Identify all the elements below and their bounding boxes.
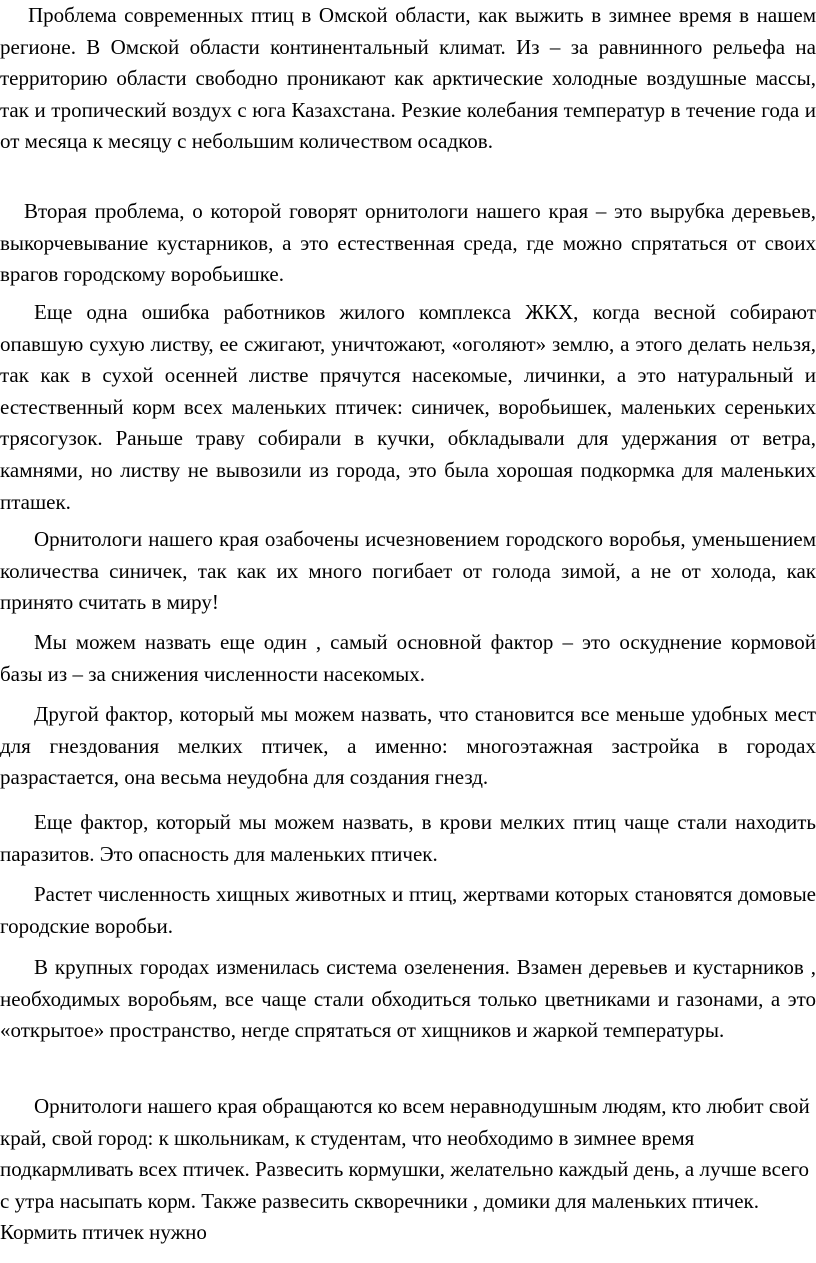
paragraph-climate-problem: Проблема современных птиц в Омской области, как выжить в зимнее время в нашем регионе. В Омской области континентальный климат. Из – за равнинного рельефа на территорию области свободно проникают как арктические холодные воздушные массы, так и тропический воздух с юга Казахстана. Резкие колебания температур в течение года и от месяца к месяцу с небольшим количеством осадков. <box>0 3 816 154</box>
paragraph-nesting-places: Другой фактор, который мы можем назвать, что становится все меньше удобных мест для гнездования мелких птичек, а именно: многоэтажная застройка в городах разрастается, она весьма неудобна для создания гнезд. <box>0 702 816 790</box>
paragraph-landscaping: В крупных городах изменилась система озеленения. Взамен деревьев и кустарников , необходимых воробьям, все чаще стали обходиться только цветниками и газонами, а это «открытое» пространство, негде спрятаться от хищников и жаркой температуры. <box>0 955 816 1043</box>
paragraph-appeal: Орнитологи нашего края обращаются ко всем неравнодушным людям, кто любит свой край, свой город: к школьникам, к студентам, что необходимо в зимнее время подкармливать всех птичек. Развесить кормушки, желательно каждый день, а лучше всего с утра насыпать корм. Также развесить скворечники , домики для маленьких птичек. Кормить птичек нужно <box>0 1094 810 1245</box>
paragraph-leaf-burning: Еще одна ошибка работников жилого комплекса ЖКХ, когда весной собирают опавшую сухую листву, ее сжигают, уничтожают, «оголяют» землю, а этого делать нельзя, так как в сухой осенней листве прячутся насекомые, личинки, а это натуральный и естественный корм всех маленьких птичек: синичек, воробьишек, маленьких серeньких трясогузок. Раньше траву собирали в кучки, обкладывали для удержания от ветра, камнями, но листву не вывозили из города, это была хорошая подкормка для маленьких пташек. <box>0 300 816 514</box>
paragraph-food-base: Мы можем назвать еще один , самый основной фактор – это оскуднение кормовой базы из – за снижения численности насекомых. <box>0 630 816 686</box>
paragraph-sparrow-decline: Орнитологи нашего края озабочены исчезновением городского воробья, уменьшением количества синичек, так как их много погибает от голода зимой, а не от холода, как принято считать в миру! <box>0 527 816 615</box>
paragraph-parasites: Еще фактор, который мы можем назвать, в крови мелких птиц чаще стали находить паразитов. Это опасность для маленьких птичек. <box>0 810 816 866</box>
paragraph-tree-cutting: Вторая проблема, о которой говорят орнитологи нашего края – это вырубка деревьев, выкорчевывание кустарников, а это естественная среда, где можно спрятаться от своих врагов городскому воробьишке. <box>0 199 816 287</box>
paragraph-predators: Растет численность хищных животных и птиц, жертвами которых становятся домовые городские воробьи. <box>0 882 816 938</box>
